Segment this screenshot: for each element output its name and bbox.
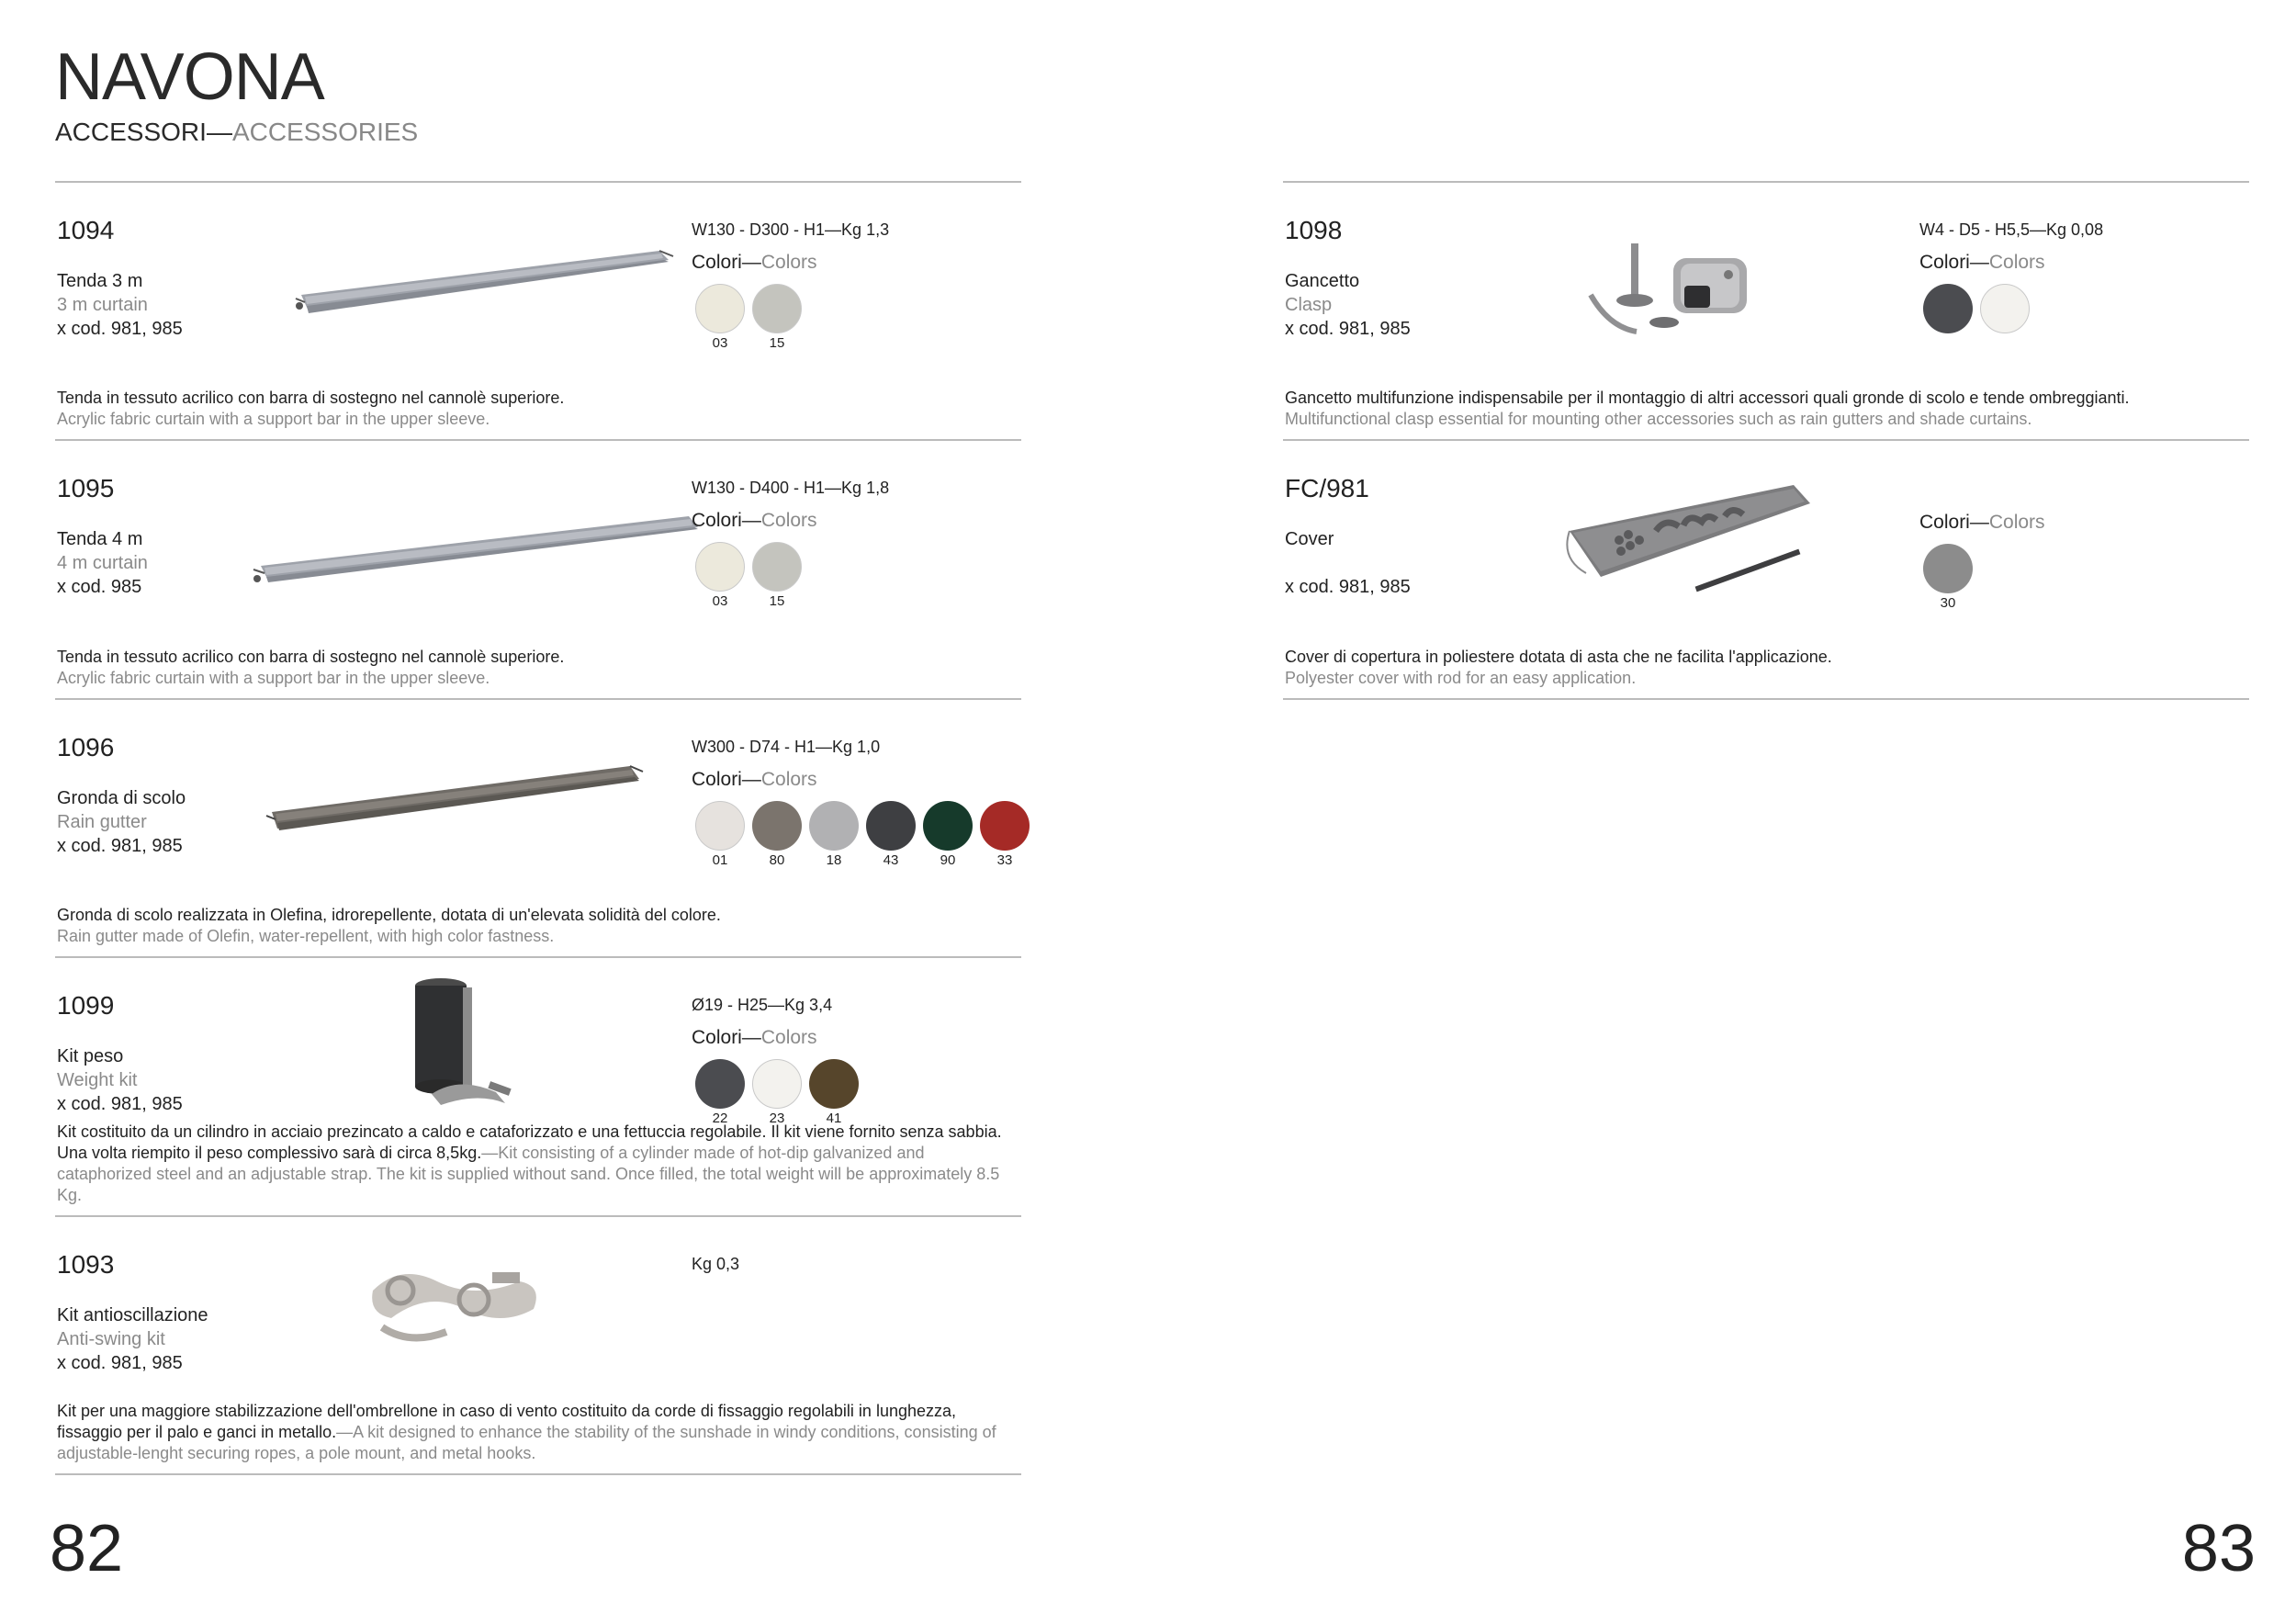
item-code: 1094 <box>57 216 115 244</box>
swatch-dot <box>809 801 859 851</box>
colors-label <box>1919 513 2045 532</box>
right-column <box>1283 181 2249 700</box>
color-swatches <box>692 1059 862 1125</box>
description-en: Acrylic fabric curtain with a support bar in the upper sleeve. <box>57 410 490 428</box>
item-name-it: Gancetto <box>1285 271 1360 291</box>
colors-label-it: Colori <box>692 1027 742 1048</box>
item-name-it: Kit peso <box>57 1046 124 1066</box>
swatch-dot <box>752 1059 802 1109</box>
color-swatch <box>692 542 748 608</box>
item-name-block <box>1285 269 1411 341</box>
color-swatch <box>1919 544 1976 610</box>
accessory-1093 <box>55 1217 1021 1475</box>
swatch-number: 22 <box>712 1111 728 1126</box>
description-en: Polyester cover with rod for an easy application. <box>1285 669 1637 687</box>
swatch-dot <box>695 284 745 333</box>
colors-label-it: Colori <box>1919 252 1970 273</box>
description-it: Kit costituito da un cilindro in acciaio prezincato a caldo e cataforizzato e una fettuccia regolabile. Il kit viene fornito senza sabbia. Una volta riempito il peso complessivo sarà di circa 8,5kg. <box>57 1122 1002 1162</box>
colors-label-sep: — <box>741 510 761 531</box>
colors-label <box>692 770 817 789</box>
item-name-it: Tenda 3 m <box>57 271 143 291</box>
color-swatch <box>692 284 748 350</box>
swatch-dot <box>695 801 745 851</box>
description-it: Kit per una maggiore stabilizzazione dell'ombrellone in caso di vento costituito da corde di fissaggio regolabili in lunghezza, fissaggio per il palo e ganci in metallo. <box>57 1402 957 1441</box>
item-name-en: Weight kit <box>57 1070 138 1090</box>
swatch-number: 23 <box>769 1111 785 1126</box>
colors-label <box>692 511 817 530</box>
item-name-en: Rain gutter <box>57 812 147 832</box>
item-name-it: Gronda di scolo <box>57 788 186 808</box>
color-swatch <box>919 801 976 867</box>
clasp-image <box>1581 240 1765 350</box>
description-en: Kit consisting of a cylinder made of hot-dip galvanized and cataphorized steel and an adjustable strap. The kit is supplied without sand. Once filled, the total weight will be approximately 8.5 Kg. <box>57 1144 1000 1204</box>
item-name-en: 4 m curtain <box>57 553 148 573</box>
color-swatch <box>1976 284 2033 333</box>
color-swatch <box>692 1059 748 1125</box>
swatch-dot <box>695 542 745 592</box>
swatch-number: 90 <box>940 852 956 868</box>
colors-label-it: Colori <box>1919 512 1970 533</box>
colors-label <box>1919 253 2045 272</box>
page-number-right: 83 <box>2181 1512 2256 1585</box>
swatch-dot <box>1923 544 1973 593</box>
colors-label <box>692 253 817 272</box>
item-name-it: Kit antioscillazione <box>57 1305 208 1325</box>
item-compat-codes: x cod. 981, 985 <box>57 1094 183 1114</box>
item-name-it: Cover <box>1285 529 1334 549</box>
subtitle-separator: — <box>206 118 232 146</box>
colors-label-sep: — <box>741 769 761 790</box>
description-it: Tenda in tessuto acrilico con barra di sostegno nel cannolè superiore. <box>57 648 565 666</box>
description-it: Cover di copertura in poliestere dotata di asta che ne facilita l'applicazione. <box>1285 648 1832 666</box>
color-swatches <box>1919 284 2033 333</box>
swatch-number: 03 <box>712 593 728 609</box>
swatch-dot <box>1980 284 2030 333</box>
colors-label-sep: — <box>741 1027 761 1048</box>
swatch-number: 80 <box>769 852 785 868</box>
swatch-number: 43 <box>883 852 899 868</box>
item-description <box>57 1122 1021 1206</box>
item-name-block <box>57 786 186 858</box>
item-compat-codes: x cod. 981, 985 <box>57 319 183 339</box>
item-dimensions: W4 - D5 - H5,5—Kg 0,08 <box>1919 220 2104 239</box>
color-swatch <box>805 801 862 867</box>
description-separator: — <box>481 1144 499 1162</box>
accessory-1098 <box>1283 183 2249 441</box>
item-dimensions: Ø19 - H25—Kg 3,4 <box>692 996 833 1014</box>
item-compat-codes: x cod. 981, 985 <box>1285 319 1411 339</box>
item-code: 1098 <box>1285 216 1343 244</box>
description-it: Gancetto multifunzione indispensabile per il montaggio di altri accessori quali gronde di scolo e tende ombreggianti. <box>1285 389 2130 407</box>
item-code: FC/981 <box>1285 474 1369 502</box>
swatch-dot <box>980 801 1030 851</box>
swatch-number: 15 <box>769 335 785 351</box>
swatch-dot <box>752 284 802 333</box>
swatch-dot <box>752 542 802 592</box>
accessory-fc981 <box>1283 441 2249 700</box>
color-swatch <box>748 284 805 350</box>
color-swatches <box>692 801 1033 867</box>
colors-label-sep: — <box>1969 252 1989 273</box>
subtitle-it: ACCESSORI <box>55 118 207 146</box>
curtain-3m-image <box>292 238 678 330</box>
item-compat-codes: x cod. 985 <box>57 577 142 597</box>
item-name-en: Clasp <box>1285 295 1333 315</box>
item-weight: Kg 0,3 <box>692 1255 740 1273</box>
swatch-dot <box>923 801 973 851</box>
swatch-number: 41 <box>826 1111 842 1126</box>
color-swatch <box>805 1059 862 1125</box>
color-swatch <box>748 801 805 867</box>
color-swatch <box>748 542 805 608</box>
colors-label-sep: — <box>1969 512 1989 533</box>
color-swatches <box>692 542 805 608</box>
swatch-dot <box>809 1059 859 1109</box>
page-title: NAVONA <box>55 40 324 114</box>
item-dimensions: W300 - D74 - H1—Kg 1,0 <box>692 738 881 756</box>
accessory-1096 <box>55 700 1021 958</box>
item-name-block <box>57 527 148 599</box>
swatch-number: 01 <box>712 852 728 868</box>
swatch-number: 03 <box>712 335 728 351</box>
item-name-placeholder <box>1285 551 1411 575</box>
item-dimensions: W130 - D300 - H1—Kg 1,3 <box>692 220 890 239</box>
swatch-dot <box>866 801 916 851</box>
colors-label-it: Colori <box>692 769 742 790</box>
item-description <box>1285 647 2249 689</box>
item-dimensions: W130 - D400 - H1—Kg 1,8 <box>692 479 890 497</box>
color-swatch <box>748 1059 805 1125</box>
item-code: 1095 <box>57 474 115 502</box>
item-compat-codes: x cod. 981, 985 <box>57 836 183 856</box>
color-swatch <box>692 801 748 867</box>
item-description <box>57 647 1021 689</box>
description-en: Rain gutter made of Olefin, water-repellent, with high color fastness. <box>57 927 555 945</box>
curtain-4m-image <box>248 489 707 590</box>
accessory-1095 <box>55 441 1021 700</box>
colors-label <box>692 1028 817 1047</box>
item-code: 1093 <box>57 1250 115 1279</box>
description-separator: — <box>336 1423 354 1441</box>
weight-kit-image <box>404 975 533 1112</box>
subtitle-en: ACCESSORIES <box>231 118 419 146</box>
item-name-block <box>57 1303 208 1375</box>
description-it: Tenda in tessuto acrilico con barra di sostegno nel cannolè superiore. <box>57 389 565 407</box>
swatch-dot <box>752 801 802 851</box>
color-swatch <box>1919 284 1976 333</box>
item-description <box>57 388 1021 430</box>
swatch-number: 15 <box>769 593 785 609</box>
item-description <box>57 905 1021 947</box>
colors-label-sep: — <box>741 252 761 273</box>
item-compat-codes: x cod. 981, 985 <box>1285 577 1411 597</box>
item-name-block <box>57 269 183 341</box>
accessory-1094 <box>55 183 1021 441</box>
colors-label-it: Colori <box>692 252 742 273</box>
swatch-dot <box>1923 284 1973 333</box>
swatch-number: 33 <box>996 852 1013 868</box>
item-name-block <box>1285 527 1411 599</box>
colors-label-en: Colors <box>760 510 817 531</box>
color-swatches <box>692 284 805 350</box>
color-swatch <box>976 801 1033 867</box>
swatch-number: 18 <box>826 852 842 868</box>
item-code: 1096 <box>57 733 115 761</box>
swatch-dot <box>695 1059 745 1109</box>
item-name-en: Anti-swing kit <box>57 1329 165 1349</box>
accessory-1099 <box>55 958 1021 1217</box>
description-en: Multifunctional clasp essential for mounting other accessories such as rain gutters and shade curtains. <box>1285 410 2032 428</box>
color-swatches <box>1919 544 1976 610</box>
colors-label-it: Colori <box>692 510 742 531</box>
item-description <box>1285 388 2249 430</box>
colors-label-en: Colors <box>1988 252 2045 273</box>
item-name-en: 3 m curtain <box>57 295 148 315</box>
swatch-number: 30 <box>1940 595 1956 611</box>
colors-label-en: Colors <box>760 769 817 790</box>
color-swatch <box>862 801 919 867</box>
description-en: Acrylic fabric curtain with a support bar in the upper sleeve. <box>57 669 490 687</box>
item-compat-codes: x cod. 981, 985 <box>57 1353 183 1373</box>
description-en: A kit designed to enhance the stability of the sunshade in windy conditions, consisting of adjustable-lenght securing ropes, a pole mount, and metal hooks. <box>57 1423 996 1462</box>
colors-label-en: Colors <box>760 1027 817 1048</box>
left-column <box>55 181 1021 1475</box>
item-description <box>57 1401 1021 1464</box>
page-number-left: 82 <box>50 1512 124 1585</box>
description-it: Gronda di scolo realizzata in Olefina, idrorepellente, dotata di un'elevata solidità del colore. <box>57 906 721 924</box>
item-name-it: Tenda 4 m <box>57 529 143 549</box>
colors-label-en: Colors <box>1988 512 2045 533</box>
item-code: 1099 <box>57 991 115 1020</box>
colors-label-en: Colors <box>760 252 817 273</box>
cover-image <box>1564 476 1821 595</box>
item-name-block <box>57 1044 183 1116</box>
rain-gutter-image <box>263 751 648 843</box>
page-subtitle <box>55 119 418 145</box>
anti-swing-kit-image <box>364 1254 547 1355</box>
